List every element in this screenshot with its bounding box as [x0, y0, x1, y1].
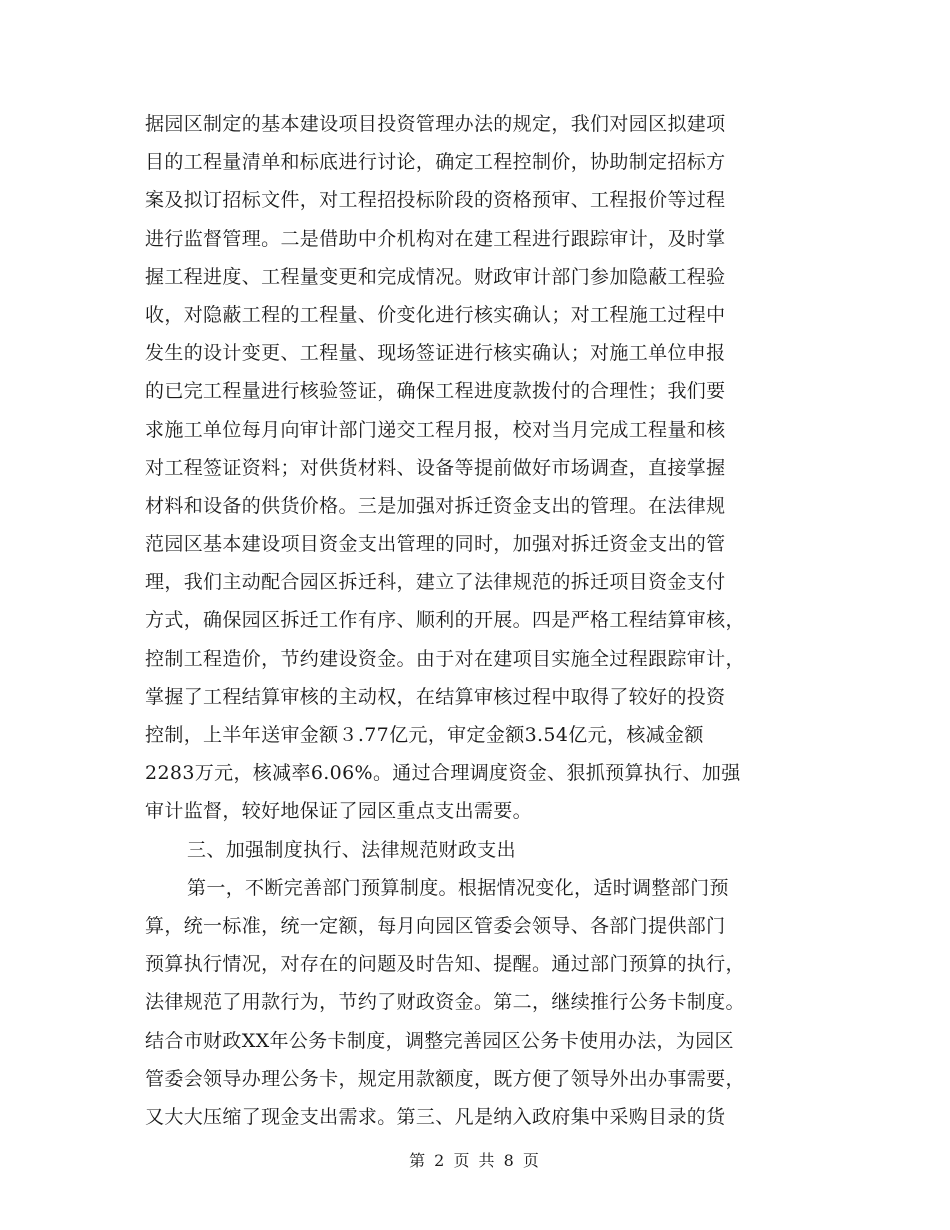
text-line: 求施工单位每月向审计部门递交工程月报，校对当月完成工程量和核 — [145, 418, 726, 441]
text-line: 方式，确保园区拆迁工作有序、顺利的开展。四是严格工程结算审核， — [145, 609, 745, 632]
text-line: 材料和设备的供货价格。三是加强对拆迁资金支出的管理。在法律规 — [145, 494, 726, 517]
text-line: 控制，上半年送审金额３.77亿元，审定金额3.54亿元，核减金额 — [145, 724, 704, 746]
text-line: 案及拟订招标文件，对工程招投标阶段的资格预审、工程报价等过程 — [145, 189, 726, 212]
text-line: 收，对隐蔽工程的工程量、价变化进行核实确认；对工程施工过程中 — [145, 303, 726, 326]
text-line: 据园区制定的基本建设项目投资管理办法的规定，我们对园区拟建项 — [145, 113, 726, 135]
text-line: 目的工程量清单和标底进行讨论，确定工程控制价，协助制定招标方 — [145, 151, 726, 174]
text-line: 算，统一标准，统一定额，每月向园区管委会领导、各部门提供部门 — [145, 914, 726, 937]
text-line: 审计监督，较好地保证了园区重点支出需要。 — [145, 800, 533, 823]
page-number-footer: 第 2 页 共 8 页 — [409, 1151, 541, 1170]
text-line: 控制工程造价，节约建设资金。由于对在建项目实施全过程跟踪审计， — [145, 647, 745, 670]
text-line: 2283万元，核减率6.06%。通过合理调度资金、狠抓预算执行、加强 — [145, 762, 741, 785]
section-heading: 三、加强制度执行、法律规范财政支出 — [187, 838, 516, 861]
text-line: 结合市财政XX年公务卡制度，调整完善园区公务卡使用办法，为园区 — [145, 1029, 734, 1052]
text-line: 的已完工程量进行核验签证，确保工程进度款拨付的合理性；我们要 — [145, 380, 726, 403]
text-line: 范园区基本建设项目资金支出管理的同时，加强对拆迁资金支出的管 — [145, 533, 726, 556]
text-line: 进行监督管理。二是借助中介机构对在建工程进行跟踪审计，及时掌 — [145, 227, 726, 250]
paragraph-start-line: 第一，不断完善部门预算制度。根据情况变化，适时调整部门预 — [187, 876, 729, 899]
text-line: 握工程进度、工程量变更和完成情况。财政审计部门参加隐蔽工程验 — [145, 265, 726, 288]
text-line: 掌握了工程结算审核的主动权，在结算审核过程中取得了较好的投资 — [145, 685, 726, 708]
text-line: 法律规范了用款行为，节约了财政资金。第二，继续推行公务卡制度。 — [145, 991, 745, 1014]
text-line: 预算执行情况，对存在的问题及时告知、提醒。通过部门预算的执行， — [145, 953, 745, 976]
text-line: 对工程签证资料；对供货材料、设备等提前做好市场调查，直接掌握 — [145, 456, 726, 479]
text-line: 发生的设计变更、工程量、现场签证进行核实确认；对施工单位申报 — [145, 342, 726, 365]
text-line: 又大大压缩了现金支出需求。第三、凡是纳入政府集中采购目录的货 — [145, 1105, 726, 1128]
text-line: 理，我们主动配合园区拆迁科，建立了法律规范的拆迁项目资金支付 — [145, 571, 726, 594]
text-line: 管委会领导办理公务卡，规定用款额度，既方便了领导外出办事需要， — [145, 1067, 745, 1090]
body-text — [145, 105, 805, 1136]
